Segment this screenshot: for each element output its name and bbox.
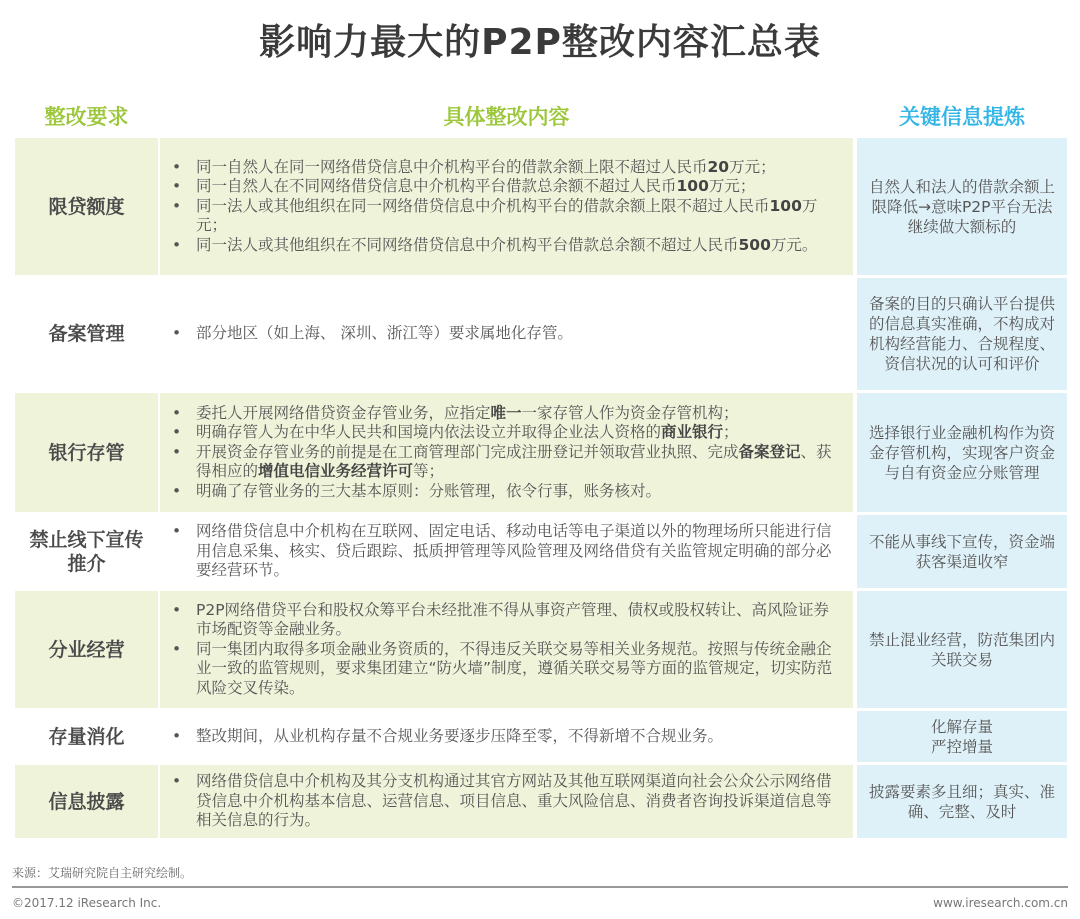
key-info-cell: 禁止混业经营，防范集团内关联交易 xyxy=(857,591,1067,708)
requirement-cell: 分业经营 xyxy=(15,591,158,708)
text-segment: 等； xyxy=(413,462,445,481)
text-segment: 明确了存管业务的三大基本原则：分账管理，依令行事，账务核对。 xyxy=(196,481,662,500)
header-key-info: 关键信息提炼 xyxy=(899,105,1025,129)
content-cell xyxy=(160,138,853,275)
key-info-cell: 披露要素多且细；真实、准确、完整、及时 xyxy=(857,765,1067,838)
text-segment: 万元； xyxy=(729,157,776,176)
footer-divider xyxy=(12,886,1068,888)
bullet-icon: • xyxy=(172,639,182,658)
bold-text: 100 xyxy=(676,177,709,196)
page-title: 影响力最大的P2P整改内容汇总表 xyxy=(259,22,821,63)
key-info-cell: 选择银行业金融机构作为资金存管机构，实现客户资金与自有资金应分账管理 xyxy=(857,393,1067,512)
bullet-icon: • xyxy=(172,177,182,196)
text-segment: 同一集团内取得多项金融业务资质的，不得违反关联交易等相关业务规范。按照与传统金融企业一致的监管规则，要求集团建立“防火墙”制度，遵循关联交易等方面的监管规定，切实防范风险交叉传染。 xyxy=(196,639,833,697)
bullet-text xyxy=(196,727,723,747)
bold-text: 100 xyxy=(769,196,802,215)
text-segment: 明确存管人为在中华人民共和国境内依法设立并取得企业法人资格的 xyxy=(196,423,662,442)
table-row xyxy=(15,765,1067,838)
table-row xyxy=(15,515,1067,588)
copyright: ©2017.12 iResearch Inc. xyxy=(12,896,162,910)
content-cell xyxy=(160,278,853,390)
bullet-item xyxy=(172,423,843,443)
text-segment: 同一法人或其他组织在同一网络借贷信息中介机构平台的借款余额上限不超过人民币 xyxy=(196,196,770,215)
bullet-text xyxy=(196,640,843,699)
text-segment: 网络借贷信息中介机构在互联网、固定电话、移动电话等电子渠道以外的物理场所只能进行信用信息采集、核实、贷后跟踪、抵质押管理等风险管理及网络借贷有关监管规定明确的部分必要经营环节。 xyxy=(196,522,832,580)
key-info-cell: 不能从事线下宣传，资金端获客渠道收窄 xyxy=(857,515,1067,588)
bullet-item xyxy=(172,522,843,581)
key-info-cell: 化解存量 严控增量 xyxy=(857,711,1067,762)
bold-text: 500 xyxy=(738,235,771,254)
bold-text: 20 xyxy=(707,157,730,176)
bullet-item xyxy=(172,404,843,424)
bullet-text xyxy=(196,601,843,640)
bold-text: 增值电信业务经营许可 xyxy=(258,462,414,481)
bold-text: 备案登记 xyxy=(738,442,801,461)
bullet-text xyxy=(196,197,843,236)
bullet-text xyxy=(196,423,739,443)
requirement-cell: 银行存管 xyxy=(15,393,158,512)
table-row xyxy=(15,138,1067,275)
text-segment: 万元； xyxy=(196,196,818,235)
content-cell xyxy=(160,515,853,588)
bullet-text xyxy=(196,177,755,197)
bullet-item xyxy=(172,197,843,236)
content-cell xyxy=(160,765,853,838)
bullet-icon: • xyxy=(172,403,182,422)
key-info-cell: 备案的目的只确认平台提供的信息真实准确，不构成对机构经营能力、合规程度、资信状况的认可和评价 xyxy=(857,278,1067,390)
header-requirement: 整改要求 xyxy=(44,105,129,129)
bullet-item xyxy=(172,601,843,640)
bullet-icon: • xyxy=(172,522,182,541)
content-cell xyxy=(160,393,853,512)
requirement-cell: 限贷额度 xyxy=(15,138,158,275)
table-row xyxy=(15,278,1067,390)
bullet-text xyxy=(196,404,739,424)
bullet-text xyxy=(196,158,776,178)
bold-text: 唯一 xyxy=(490,403,522,422)
bullet-text xyxy=(196,236,817,256)
text-segment: P2P网络借贷平台和股权众筹平台未经批准不得从事资产管理、债权或股权转让、高风险证券市场配资等金融业务。 xyxy=(196,600,830,639)
bullet-item xyxy=(172,158,843,178)
table-row xyxy=(15,393,1067,512)
bullet-icon: • xyxy=(172,157,182,176)
bullet-icon: • xyxy=(172,196,182,215)
bullet-icon: • xyxy=(172,324,182,343)
bullet-item xyxy=(172,177,843,197)
source-note: 来源：艾瑞研究院自主研究绘制。 xyxy=(12,866,193,880)
key-info-cell: 自然人和法人的借款余额上限降低→意味P2P平台无法继续做大额标的 xyxy=(857,138,1067,275)
bullet-item xyxy=(172,727,843,747)
bullet-text xyxy=(196,522,843,581)
requirement-cell: 禁止线下宣传推介 xyxy=(29,528,144,575)
text-segment: 同一自然人在不同网络借贷信息中介机构平台借款总余额不超过人民币 xyxy=(196,177,677,196)
bold-text: 商业银行 xyxy=(661,423,724,442)
text-segment: 部分地区（如上海、 深圳、浙江等）要求属地化存管。 xyxy=(196,324,573,343)
bullet-text xyxy=(196,443,843,482)
bullet-icon: • xyxy=(172,235,182,254)
requirement-cell: 备案管理 xyxy=(48,323,125,345)
header-content: 具体整改内容 xyxy=(443,105,570,129)
bullet-icon: • xyxy=(172,481,182,500)
text-segment: 委托人开展网络借贷资金存管业务，应指定 xyxy=(196,403,491,422)
website-url: www.iresearch.com.cn xyxy=(933,896,1068,910)
bullet-icon: • xyxy=(172,600,182,619)
bullet-icon: • xyxy=(172,726,182,745)
text-segment: ； xyxy=(723,423,739,442)
bullet-item xyxy=(172,443,843,482)
bullet-icon: • xyxy=(172,423,182,442)
bullet-item xyxy=(172,236,843,256)
bullet-icon: • xyxy=(172,442,182,461)
table-row xyxy=(15,591,1067,708)
text-segment: 网络借贷信息中介机构及其分支机构通过其官方网站及其他互联网渠道向社会公众公示网络借贷信息中介机构基本信息、运营信息、项目信息、重大风险信息、消费者咨询投诉渠道信息等相关信息的行为。 xyxy=(196,772,832,830)
content-cell xyxy=(160,711,853,762)
bullet-icon: • xyxy=(172,772,182,791)
table-row xyxy=(15,711,1067,762)
bullet-item xyxy=(172,772,843,831)
bullet-text xyxy=(196,324,573,344)
text-segment: 万元； xyxy=(708,177,756,196)
bullet-item xyxy=(172,324,843,344)
bullet-text xyxy=(196,482,661,502)
requirement-cell: 信息披露 xyxy=(15,765,158,838)
content-cell xyxy=(160,591,853,708)
bullet-item xyxy=(172,482,843,502)
bullet-text xyxy=(196,772,843,831)
text-segment: 开展资金存管业务的前提是在工商管理部门完成注册登记并领取营业执照、完成 xyxy=(196,442,739,461)
text-segment: 、获得相应的 xyxy=(196,442,832,481)
text-segment: 整改期间，从业机构存量不合规业务要逐步压降至零，不得新增不合规业务。 xyxy=(196,726,724,745)
text-segment: 同一法人或其他组织在不同网络借贷信息中介机构平台借款总余额不超过人民币 xyxy=(196,235,739,254)
text-segment: 一家存管人作为资金存管机构； xyxy=(521,403,739,422)
text-segment: 同一自然人在同一网络借贷信息中介机构平台的借款余额上限不超过人民币 xyxy=(196,157,708,176)
bullet-item xyxy=(172,640,843,699)
text-segment: 万元。 xyxy=(770,235,818,254)
requirement-cell: 存量消化 xyxy=(48,725,125,748)
